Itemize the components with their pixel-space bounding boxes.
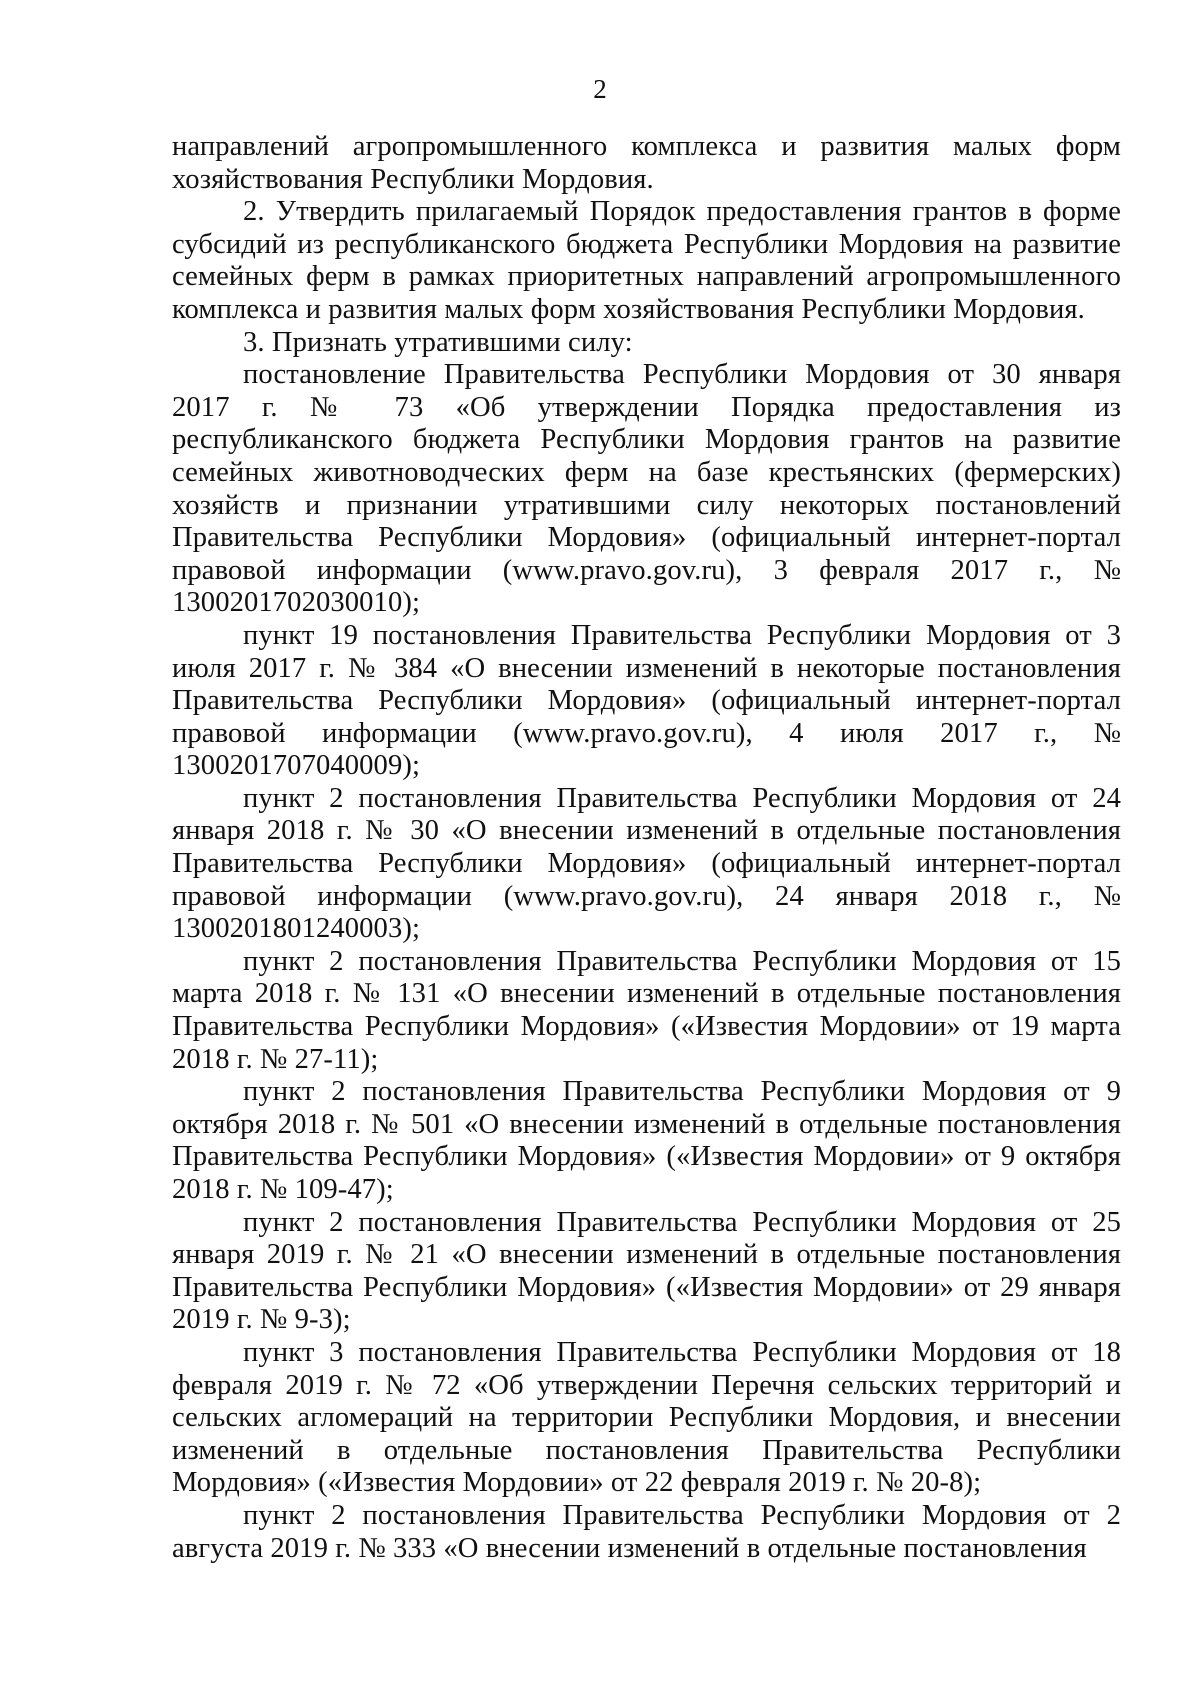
paragraph-item-3: 3. Признать утратившими силу: xyxy=(243,326,633,358)
page-number: 2 xyxy=(593,74,607,104)
repealed-act-4: пункт 2 постановления Правительства Республики Мордовия от 15 марта 2018 г. № 131 «О внесении изменений в отдельные постановления Правительства Республики Мордовия» («Известия Мордовии» от 19 марта 2018 г. № 27-11); xyxy=(172,945,1121,1075)
repealed-act-5: пункт 2 постановления Правительства Республики Мордовия от 9 октября 2018 г. № 501 «О внесении изменений в отдельные постановления Правительства Республики Мордовия» («Известия Мордовии» от 9 октября 2018 г. № 109-47); xyxy=(172,1076,1121,1205)
repealed-act-3: пункт 2 постановления Правительства Республики Мордовия от 24 января 2018 г. № 30 «О внесении изменений в отдельные постановления Правительства Республики Мордовия» (официальный интернет-портал правовой информации (www.pravo.gov.ru), 24 января 2018 г., № 1300201801240003); xyxy=(172,782,1121,945)
repealed-act-6: пункт 2 постановления Правительства Республики Мордовия от 25 января 2019 г. № 21 «О внесении изменений в отдельные постановления Правительства Республики Мордовия» («Известия Мордовии» от 29 января 2019 г. № 9-3); xyxy=(172,1206,1121,1336)
repealed-act-2: пункт 19 постановления Правительства Республики Мордовия от 3 июля 2017 г. № 384 «О внесении изменений в некоторые постановления Правительства Республики Мордовия» (официальный интернет-портал правовой информации (www.pravo.gov.ru), 4 июля 2017 г., № 1300201707040009); xyxy=(172,619,1121,782)
repealed-act-8: пункт 2 постановления Правительства Республики Мордовия от 2 августа 2019 г. № 333 «О внесении изменений в отдельные постановления xyxy=(172,1499,1121,1564)
repealed-act-1: постановление Правительства Республики Мордовия от 30 января 2017 г. № 73 «Об утверждении Порядка предоставления из республиканского бюджета Республики Мордовия грантов на развитие семейных животноводческих ферм на базе крестьянских (фермерских) хозяйств и признании утратившими силу некоторых постановлений Правительства Республики Мордовия» (официальный интернет-портал правовой информации (www.pravo.gov.ru), 3 февраля 2017 г., № 1300201702030010); xyxy=(172,359,1121,619)
paragraph-continuation: направлений агропромышленного комплекса и развития малых форм хозяйствования Республики Мордовия. xyxy=(172,131,1121,195)
paragraph-item-2: 2. Утвердить прилагаемый Порядок предоставления грантов в форме субсидий из республиканского бюджета Республики Мордовия на развитие семейных ферм в рамках приоритетных направлений агропромышленного комплекса и развития малых форм хозяйствования Республики Мордовия. xyxy=(172,196,1121,325)
repealed-act-7: пункт 3 постановления Правительства Республики Мордовия от 18 февраля 2019 г. № 72 «Об утверждении Перечня сельских территорий и сельских агломераций на территории Республики Мордовия, и внесении изменений в отдельные постановления Правительства Республики Мордовия» («Известия Мордовии» от 22 февраля 2019 г. № 20-8); xyxy=(172,1336,1121,1499)
document-body xyxy=(172,131,1121,1565)
